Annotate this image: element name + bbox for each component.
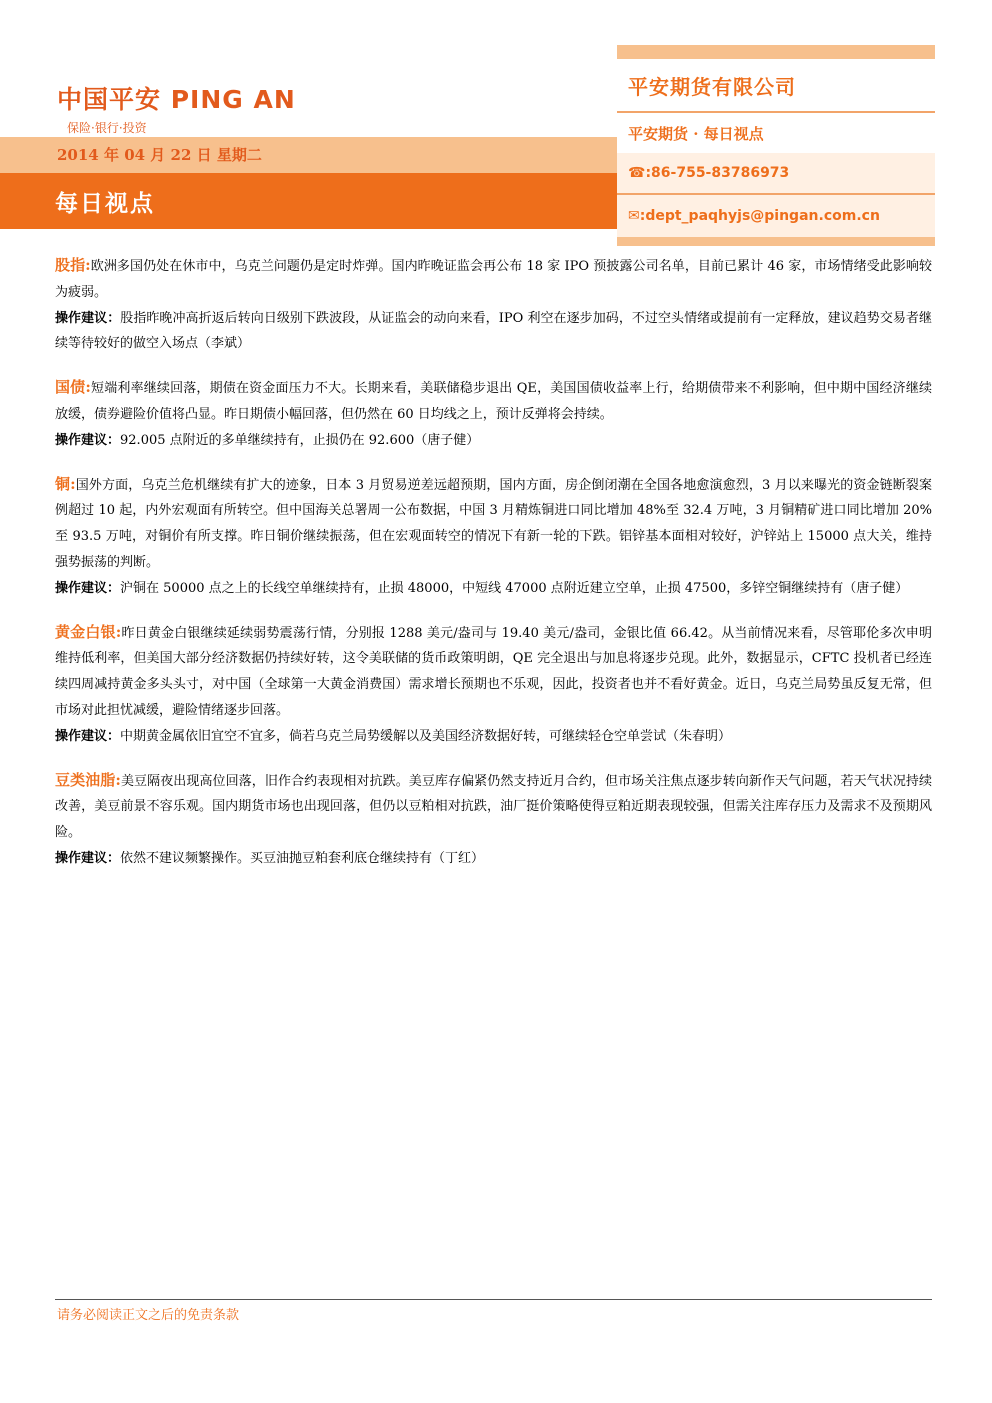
advice-label: 操作建议： (55, 728, 121, 744)
section-soybean-oils (55, 768, 932, 872)
section-body (55, 620, 932, 724)
section-copper (55, 472, 932, 602)
page-title: 每日视点 (55, 190, 155, 217)
section-body (55, 768, 932, 846)
section-body (55, 375, 932, 428)
advice-text: 中期黄金属依旧宜空不宜多，倘若乌克兰局势缓解以及美国经济数据好转，可继续轻仓空单尝试（朱春明） (120, 728, 732, 744)
section-text: 欧洲多国仍处在休市中，乌克兰问题仍是定时炸弹。国内昨晚证监会再公布 18 家 IPO 预披露公司名单，目前已累计 46 家，市场情绪受此影响较为疲弱。 (55, 259, 933, 300)
company-logo (57, 80, 296, 136)
section-title: 国债: (55, 378, 91, 397)
company-name: 平安期货有限公司 (628, 75, 796, 99)
advice-text: 依然不建议频繁操作。买豆油抛豆粕套利底仓继续持有（丁红） (120, 850, 485, 866)
advice-label: 操作建议： (55, 580, 121, 596)
section-advice (55, 428, 932, 454)
section-title: 豆类油脂: (55, 770, 121, 789)
logo-subtitle: 保险·银行·投资 (67, 121, 147, 135)
contact-divider (617, 111, 935, 113)
section-advice (55, 306, 932, 358)
logo-text: 中国平安 PING AN (57, 85, 296, 114)
advice-text: 92.005 点附近的多单继续持有，止损仍在 92.600（唐子健） (120, 432, 480, 448)
advice-label: 操作建议： (55, 310, 121, 326)
contact-email[interactable]: ✉:dept_paqhyjs@pingan.com.cn (628, 208, 880, 224)
section-advice (55, 846, 932, 872)
advice-text: 沪铜在 50000 点之上的长线空单继续持有，止损 48000，中短线 47000 点附近建立空单，止损 47500，多锌空铜继续持有（唐子健） (120, 580, 909, 596)
section-stock-index (55, 253, 932, 357)
footer-divider (55, 1299, 932, 1300)
section-body (55, 253, 932, 306)
section-treasury-bond (55, 375, 932, 453)
report-series-name: 平安期货 · 每日视点 (628, 125, 764, 143)
section-text: 短端利率继续回落，期债在资金面压力不大。长期来看，美联储稳步退出 QE，美国国债收益率上行，给期债带来不利影响，但中期中国经济继续放缓，债券避险价值将凸显。昨日期债小幅回落，但仍然在 60 日均线之上，预计反弹将会持续。 (55, 381, 933, 422)
section-title: 股指: (55, 256, 91, 274)
section-advice (55, 724, 932, 750)
contact-panel-bottom-bar (617, 237, 935, 246)
section-text: 昨日黄金白银继续延续弱势震荡行情，分别报 1288 美元/盎司与 19.40 美元/盎司，金银比值 66.42。从当前情况来看，尽管耶伦多次申明维持低利率，但美国大部分经济数据仍持续好转，这令美联储的货币政策明朗，QE 完全退出与加息将逐步兑现。此外，数据显示，CFTC 投机者已经连续四周减持黄金多头头寸，对中国（全球第一大黄金消费国）需求增长预期也不乐观，因此，投资者也并不看好黄金。近日，乌克兰局势虽反复无常，但市场对此担忧减缓，避险情绪逐步回落。 (55, 625, 932, 718)
section-advice (55, 576, 932, 602)
section-gold-silver (55, 620, 932, 750)
section-text: 美豆隔夜出现高位回落，旧作合约表现相对抗跌。美豆库存偏紧仍然支持近月合约，但市场关注焦点逐步转向新作天气问题，若天气状况持续改善，美豆前景不容乐观。国内期货市场也出现回落，但仍以豆粕相对抗跌，油厂挺价策略使得豆粕近期表现较强，但需关注库存压力及需求不及预期风险。 (55, 773, 932, 841)
contact-phone: ☎:86-755-83786973 (628, 165, 790, 181)
advice-text: 股指昨晚冲高折返后转向日级别下跌波段，从证监会的动向来看，IPO 利空在逐步加码，不过空头情绪或提前有一定释放，建议趋势交易者继续等待较好的做空入场点（李斌） (55, 310, 932, 352)
section-text: 国外方面，乌克兰危机继续有扩大的迹象，日本 3 月贸易逆差远超预期，国内方面，房企倒闭潮在全国各地愈演愈烈，3 月以来曝光的资金链断裂案例超过 10 起，内外宏观面有所转空。但中国海关总署周一公布数据，中国 3 月精炼铜进口同比增加 48%至 32.4 万吨，3 月铜精矿进口同比增加 20%至 93.5 万吨，对铜价有所支撑。昨日铜价继续振荡，但在宏观面转空的情况下有新一轮的下跌。铝锌基本面相对较好，沪锌站上 15000 点大关，维持强势振荡的判断。 (55, 477, 932, 570)
advice-label: 操作建议： (55, 432, 121, 448)
report-date: 2014 年 04 月 22 日 星期二 (57, 146, 262, 164)
advice-label: 操作建议： (55, 850, 121, 866)
footer-disclaimer: 请务必阅读正文之后的免责条款 (57, 1308, 240, 1323)
section-body (55, 472, 932, 576)
contact-panel-top-bar (617, 45, 935, 59)
report-content (55, 253, 932, 890)
section-title: 铜: (55, 474, 76, 493)
section-title: 黄金白银: (55, 622, 122, 641)
